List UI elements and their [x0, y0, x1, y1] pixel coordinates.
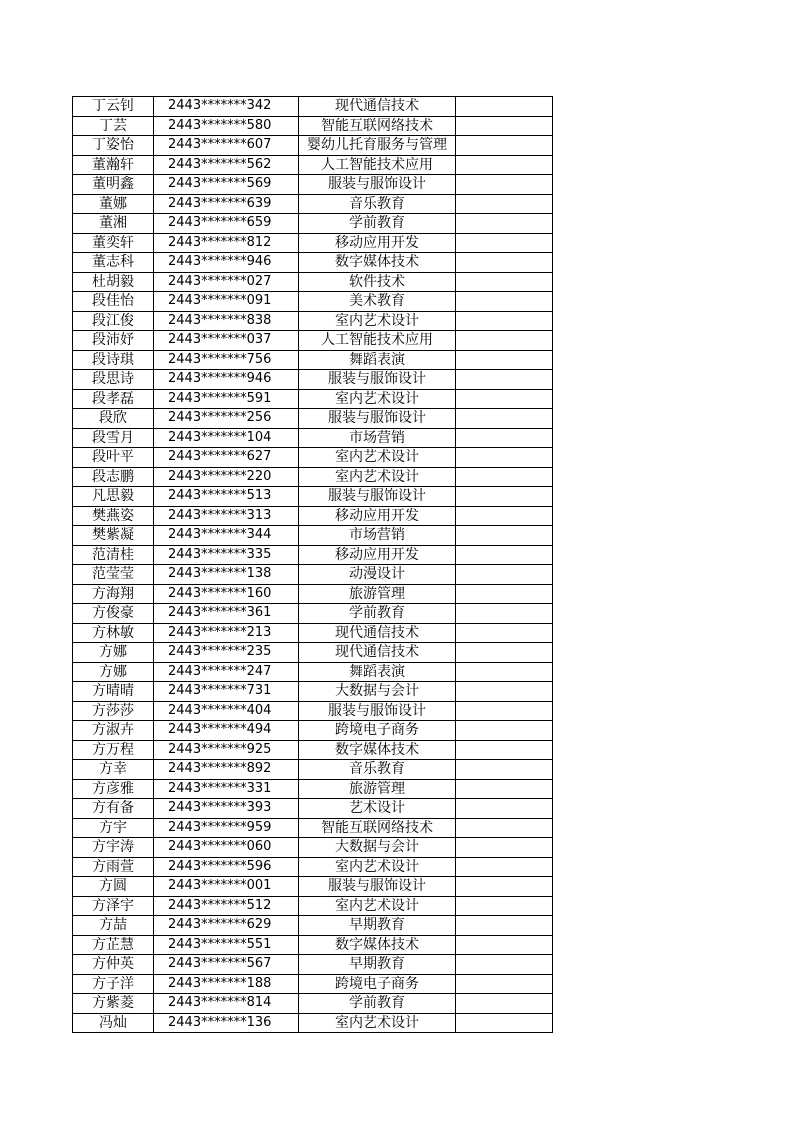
table-row — [73, 311, 553, 331]
remark-cell — [456, 838, 553, 858]
student-id-cell: 2443*******361 — [154, 604, 299, 624]
table-row — [73, 331, 553, 351]
student-name-cell: 方万程 — [73, 740, 154, 760]
remark-cell — [456, 974, 553, 994]
student-id-cell: 2443*******946 — [154, 253, 299, 273]
student-name-cell: 董湘 — [73, 214, 154, 234]
major-cell: 现代通信技术 — [299, 623, 456, 643]
student-id-cell: 2443*******627 — [154, 448, 299, 468]
student-name-cell: 段叶平 — [73, 448, 154, 468]
table-row — [73, 116, 553, 136]
remark-cell — [456, 448, 553, 468]
remark-cell — [456, 428, 553, 448]
student-name-cell: 段江俊 — [73, 311, 154, 331]
major-cell: 室内艺术设计 — [299, 389, 456, 409]
major-cell: 婴幼儿托育服务与管理 — [299, 136, 456, 156]
student-id-cell: 2443*******060 — [154, 838, 299, 858]
major-cell: 服装与服饰设计 — [299, 487, 456, 507]
student-id-cell: 2443*******247 — [154, 662, 299, 682]
student-id-cell: 2443*******188 — [154, 974, 299, 994]
table-row — [73, 214, 553, 234]
remark-cell — [456, 994, 553, 1014]
student-name-cell: 方有备 — [73, 799, 154, 819]
table-row — [73, 623, 553, 643]
student-id-cell: 2443*******213 — [154, 623, 299, 643]
table-row — [73, 292, 553, 312]
student-id-cell: 2443*******812 — [154, 233, 299, 253]
student-name-cell: 方仲英 — [73, 955, 154, 975]
student-id-cell: 2443*******393 — [154, 799, 299, 819]
student-name-cell: 方莎莎 — [73, 701, 154, 721]
student-id-cell: 2443*******512 — [154, 896, 299, 916]
remark-cell — [456, 253, 553, 273]
major-cell: 旅游管理 — [299, 779, 456, 799]
table-row — [73, 994, 553, 1014]
student-name-cell: 方娜 — [73, 662, 154, 682]
table-row — [73, 136, 553, 156]
student-id-cell: 2443*******335 — [154, 545, 299, 565]
major-cell: 数字媒体技术 — [299, 253, 456, 273]
student-id-cell: 2443*******235 — [154, 643, 299, 663]
table-row — [73, 233, 553, 253]
remark-cell — [456, 818, 553, 838]
remark-cell — [456, 1013, 553, 1033]
student-name-cell: 段志鹏 — [73, 467, 154, 487]
student-id-cell: 2443*******639 — [154, 194, 299, 214]
student-name-cell: 范莹莹 — [73, 565, 154, 585]
student-name-cell: 方幸 — [73, 760, 154, 780]
remark-cell — [456, 545, 553, 565]
major-cell: 服装与服饰设计 — [299, 877, 456, 897]
student-id-cell: 2443*******342 — [154, 97, 299, 117]
table-row — [73, 565, 553, 585]
major-cell: 室内艺术设计 — [299, 857, 456, 877]
major-cell: 舞蹈表演 — [299, 662, 456, 682]
table-row — [73, 584, 553, 604]
student-id-cell: 2443*******607 — [154, 136, 299, 156]
student-name-cell: 丁云钊 — [73, 97, 154, 117]
table-row — [73, 253, 553, 273]
table-row — [73, 428, 553, 448]
student-id-cell: 2443*******220 — [154, 467, 299, 487]
student-name-cell: 方泽宇 — [73, 896, 154, 916]
remark-cell — [456, 233, 553, 253]
major-cell: 服装与服饰设计 — [299, 701, 456, 721]
major-cell: 大数据与会计 — [299, 682, 456, 702]
remark-cell — [456, 272, 553, 292]
major-cell: 移动应用开发 — [299, 506, 456, 526]
major-cell: 室内艺术设计 — [299, 1013, 456, 1033]
remark-cell — [456, 155, 553, 175]
major-cell: 舞蹈表演 — [299, 350, 456, 370]
student-id-cell: 2443*******756 — [154, 350, 299, 370]
student-name-cell: 段孝磊 — [73, 389, 154, 409]
student-name-cell: 杜胡毅 — [73, 272, 154, 292]
student-id-cell: 2443*******313 — [154, 506, 299, 526]
student-id-cell: 2443*******404 — [154, 701, 299, 721]
major-cell: 室内艺术设计 — [299, 311, 456, 331]
table-row — [73, 955, 553, 975]
table-row — [73, 935, 553, 955]
table-row — [73, 779, 553, 799]
table-row — [73, 370, 553, 390]
major-cell: 现代通信技术 — [299, 643, 456, 663]
major-cell: 室内艺术设计 — [299, 896, 456, 916]
major-cell: 音乐教育 — [299, 760, 456, 780]
major-cell: 动漫设计 — [299, 565, 456, 585]
student-name-cell: 董瀚轩 — [73, 155, 154, 175]
student-id-cell: 2443*******091 — [154, 292, 299, 312]
table-row — [73, 272, 553, 292]
remark-cell — [456, 526, 553, 546]
remark-cell — [456, 701, 553, 721]
table-row — [73, 604, 553, 624]
remark-cell — [456, 760, 553, 780]
remark-cell — [456, 175, 553, 195]
major-cell: 移动应用开发 — [299, 545, 456, 565]
major-cell: 市场营销 — [299, 428, 456, 448]
remark-cell — [456, 682, 553, 702]
student-name-cell: 董娜 — [73, 194, 154, 214]
remark-cell — [456, 565, 553, 585]
major-cell: 智能互联网络技术 — [299, 818, 456, 838]
remark-cell — [456, 896, 553, 916]
student-id-cell: 2443*******256 — [154, 409, 299, 429]
student-id-cell: 2443*******659 — [154, 214, 299, 234]
major-cell: 服装与服饰设计 — [299, 409, 456, 429]
student-name-cell: 董志科 — [73, 253, 154, 273]
major-cell: 跨境电子商务 — [299, 974, 456, 994]
major-cell: 艺术设计 — [299, 799, 456, 819]
remark-cell — [456, 779, 553, 799]
student-id-cell: 2443*******925 — [154, 740, 299, 760]
table-row — [73, 487, 553, 507]
remark-cell — [456, 584, 553, 604]
major-cell: 服装与服饰设计 — [299, 175, 456, 195]
student-name-cell: 段佳怡 — [73, 292, 154, 312]
remark-cell — [456, 623, 553, 643]
student-id-cell: 2443*******331 — [154, 779, 299, 799]
remark-cell — [456, 116, 553, 136]
remark-cell — [456, 350, 553, 370]
major-cell: 大数据与会计 — [299, 838, 456, 858]
table-row — [73, 194, 553, 214]
table-row — [73, 97, 553, 117]
student-name-cell: 方芷慧 — [73, 935, 154, 955]
student-name-cell: 方彦雅 — [73, 779, 154, 799]
major-cell: 数字媒体技术 — [299, 935, 456, 955]
major-cell: 人工智能技术应用 — [299, 155, 456, 175]
table-row — [73, 545, 553, 565]
student-id-cell: 2443*******580 — [154, 116, 299, 136]
student-id-cell: 2443*******551 — [154, 935, 299, 955]
major-cell: 服装与服饰设计 — [299, 370, 456, 390]
student-list-table — [72, 96, 553, 1033]
table-row — [73, 701, 553, 721]
major-cell: 旅游管理 — [299, 584, 456, 604]
student-name-cell: 段沛妤 — [73, 331, 154, 351]
table-row — [73, 662, 553, 682]
major-cell: 智能互联网络技术 — [299, 116, 456, 136]
major-cell: 美术教育 — [299, 292, 456, 312]
student-id-cell: 2443*******136 — [154, 1013, 299, 1033]
major-cell: 学前教育 — [299, 994, 456, 1014]
student-id-cell: 2443*******838 — [154, 311, 299, 331]
major-cell: 软件技术 — [299, 272, 456, 292]
remark-cell — [456, 935, 553, 955]
student-id-cell: 2443*******138 — [154, 565, 299, 585]
major-cell: 现代通信技术 — [299, 97, 456, 117]
remark-cell — [456, 292, 553, 312]
student-name-cell: 冯灿 — [73, 1013, 154, 1033]
student-name-cell: 丁姿怡 — [73, 136, 154, 156]
student-name-cell: 方喆 — [73, 916, 154, 936]
major-cell: 市场营销 — [299, 526, 456, 546]
remark-cell — [456, 799, 553, 819]
remark-cell — [456, 877, 553, 897]
table-row — [73, 1013, 553, 1033]
student-id-cell: 2443*******892 — [154, 760, 299, 780]
student-name-cell: 董明鑫 — [73, 175, 154, 195]
remark-cell — [456, 194, 553, 214]
table-row — [73, 409, 553, 429]
table-row — [73, 467, 553, 487]
student-id-cell: 2443*******591 — [154, 389, 299, 409]
major-cell: 学前教育 — [299, 604, 456, 624]
remark-cell — [456, 409, 553, 429]
table-row — [73, 155, 553, 175]
remark-cell — [456, 311, 553, 331]
student-name-cell: 方淑卉 — [73, 721, 154, 741]
student-name-cell: 董奕轩 — [73, 233, 154, 253]
student-name-cell: 方雨萱 — [73, 857, 154, 877]
table-row — [73, 506, 553, 526]
remark-cell — [456, 487, 553, 507]
remark-cell — [456, 604, 553, 624]
table-row — [73, 350, 553, 370]
table-row — [73, 799, 553, 819]
table-row — [73, 526, 553, 546]
remark-cell — [456, 97, 553, 117]
table-row — [73, 389, 553, 409]
remark-cell — [456, 467, 553, 487]
remark-cell — [456, 370, 553, 390]
remark-cell — [456, 740, 553, 760]
student-id-cell: 2443*******104 — [154, 428, 299, 448]
student-name-cell: 方海翔 — [73, 584, 154, 604]
major-cell: 早期教育 — [299, 916, 456, 936]
student-name-cell: 方宇涛 — [73, 838, 154, 858]
table-row — [73, 721, 553, 741]
major-cell: 人工智能技术应用 — [299, 331, 456, 351]
major-cell: 音乐教育 — [299, 194, 456, 214]
student-name-cell: 方娜 — [73, 643, 154, 663]
remark-cell — [456, 916, 553, 936]
table-row — [73, 175, 553, 195]
student-name-cell: 方圆 — [73, 877, 154, 897]
student-id-cell: 2443*******814 — [154, 994, 299, 1014]
student-name-cell: 段欣 — [73, 409, 154, 429]
table-row — [73, 740, 553, 760]
table-row — [73, 818, 553, 838]
student-list-body — [73, 97, 553, 1033]
student-id-cell: 2443*******567 — [154, 955, 299, 975]
major-cell: 室内艺术设计 — [299, 448, 456, 468]
student-name-cell: 段诗琪 — [73, 350, 154, 370]
table-row — [73, 974, 553, 994]
table-row — [73, 760, 553, 780]
student-id-cell: 2443*******027 — [154, 272, 299, 292]
student-id-cell: 2443*******344 — [154, 526, 299, 546]
student-name-cell: 凡思毅 — [73, 487, 154, 507]
student-name-cell: 方林敏 — [73, 623, 154, 643]
table-row — [73, 448, 553, 468]
remark-cell — [456, 643, 553, 663]
table-row — [73, 916, 553, 936]
major-cell: 数字媒体技术 — [299, 740, 456, 760]
table-row — [73, 857, 553, 877]
student-name-cell: 方子洋 — [73, 974, 154, 994]
remark-cell — [456, 389, 553, 409]
student-id-cell: 2443*******160 — [154, 584, 299, 604]
student-name-cell: 方紫菱 — [73, 994, 154, 1014]
student-id-cell: 2443*******959 — [154, 818, 299, 838]
student-name-cell: 丁芸 — [73, 116, 154, 136]
table-row — [73, 682, 553, 702]
student-id-cell: 2443*******946 — [154, 370, 299, 390]
remark-cell — [456, 136, 553, 156]
major-cell: 学前教育 — [299, 214, 456, 234]
remark-cell — [456, 331, 553, 351]
table-row — [73, 877, 553, 897]
student-name-cell: 方晴晴 — [73, 682, 154, 702]
student-id-cell: 2443*******494 — [154, 721, 299, 741]
major-cell: 移动应用开发 — [299, 233, 456, 253]
remark-cell — [456, 214, 553, 234]
student-name-cell: 樊燕姿 — [73, 506, 154, 526]
remark-cell — [456, 721, 553, 741]
student-id-cell: 2443*******731 — [154, 682, 299, 702]
student-name-cell: 方俊豪 — [73, 604, 154, 624]
major-cell: 早期教育 — [299, 955, 456, 975]
table-row — [73, 838, 553, 858]
table-row — [73, 643, 553, 663]
major-cell: 室内艺术设计 — [299, 467, 456, 487]
student-id-cell: 2443*******513 — [154, 487, 299, 507]
student-name-cell: 方宇 — [73, 818, 154, 838]
student-name-cell: 段雪月 — [73, 428, 154, 448]
remark-cell — [456, 506, 553, 526]
student-id-cell: 2443*******569 — [154, 175, 299, 195]
student-name-cell: 段思诗 — [73, 370, 154, 390]
remark-cell — [456, 662, 553, 682]
student-id-cell: 2443*******001 — [154, 877, 299, 897]
student-id-cell: 2443*******562 — [154, 155, 299, 175]
remark-cell — [456, 955, 553, 975]
student-name-cell: 范清桂 — [73, 545, 154, 565]
major-cell: 跨境电子商务 — [299, 721, 456, 741]
student-id-cell: 2443*******596 — [154, 857, 299, 877]
student-name-cell: 樊紫凝 — [73, 526, 154, 546]
student-id-cell: 2443*******629 — [154, 916, 299, 936]
student-id-cell: 2443*******037 — [154, 331, 299, 351]
remark-cell — [456, 857, 553, 877]
table-row — [73, 896, 553, 916]
